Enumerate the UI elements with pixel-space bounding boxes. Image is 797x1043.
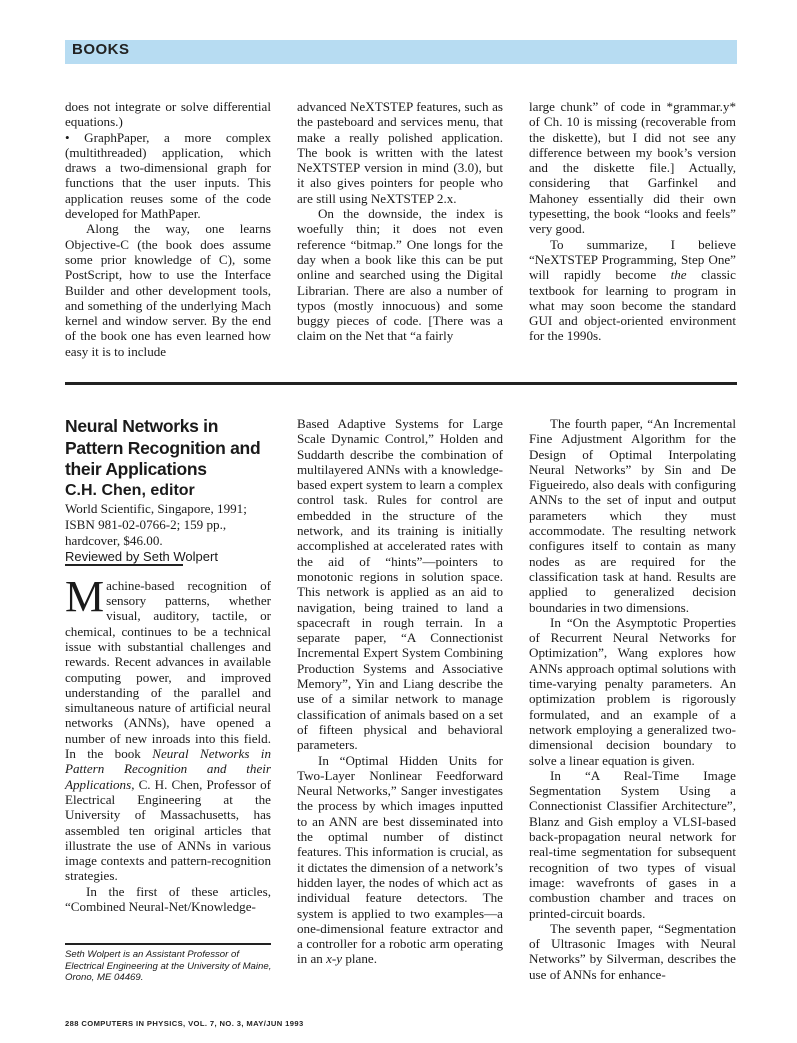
paragraph: large chunk” of code in *grammar.y* of Ch. 10 is missing (recoverable from the diskette), but I did not see any difference between my book’s version and the diskette file.] Actually, considering that Garfinkel and Mahoney essentially did their own typesetting, the book “looks and feels” very good. — [529, 99, 736, 237]
text-run: achine-based recognition of sensory patterns, whether visual, auditory, tactile, or chemical, continues to be a technical issue with substantial challenges and rewards. Recent advances in available computing power, and improved understanding of the parallel and simultaneous nature of artificial neural networks (ANNs), have opened a number of new inroads into this field. In the book — [65, 577, 271, 762]
section-divider — [65, 382, 737, 385]
section-label: BOOKS — [72, 41, 130, 58]
bio-rule — [65, 943, 271, 945]
paragraph — [297, 753, 503, 967]
review-column-2 — [297, 416, 503, 967]
book-title-emphasis: Neural Networks in Pattern Recognition and their Applications, — [65, 746, 271, 792]
paragraph: Based Adaptive Systems for Large Scale Dynamic Control,” Holden and Suddarth describe the combination of multilayered ANNs with a knowledge-based expert system to learn a complex control task. Rules for control are embedded in the structure of the network, and its training is initially accomplished at accelerated rates with the aid of “hints”—pointers to monotonic regions in solution space. This network is applied as an aid to navigation, being trained to land a spacecraft in rough terrain. In a separate paper, “A Connectionist Incremental Expert System Combining Production Systems and Associative Memory”, Yin and Liang describe the use of a similar network to manage classification of animals based on a set of fifteen physical and behavioral parameters. — [297, 416, 503, 753]
author-bio: Seth Wolpert is an Assistant Professor of Electrical Engineering at the University of Maine, Orono, ME 04469. — [65, 949, 272, 984]
text-run: classic textbook for learning to program in what may soon become the standard GUI and object-oriented environment for the 1990s. — [529, 267, 736, 344]
drop-cap: M — [65, 571, 105, 621]
paragraph — [65, 571, 271, 884]
byline-rule — [65, 564, 183, 566]
paragraph: In “On the Asymptotic Properties of Recurrent Neural Networks for Optimization”, Wang explores how ANNs approach optimal solutions with time-varying penalty parameters. An optimization problem is rigorously formulated, and an example of a network employing a generalized two-dimensional decision boundary to solve a linear equation is given. — [529, 614, 736, 768]
reviewer-byline: Reviewed by Seth Wolpert — [65, 548, 218, 564]
section-header-band — [65, 40, 737, 64]
prev-review-column-3 — [529, 99, 736, 344]
paragraph: does not integrate or solve differential equations.) — [65, 99, 271, 130]
paragraph: On the downside, the index is woefully thin; it does not even reference “bitmap.” One longs for the day when a book like this can be put online and searched using the Digital Librarian. There are also a number of typos (mostly innocuous) and some buggy pieces of code. [There was a claim on the Net that “a fairly — [297, 206, 503, 344]
emphasis: x-y — [326, 951, 343, 967]
text-run: C. H. Chen, Professor of Electrical Engineering at the University of Massachusetts, has assembled ten original articles that illustrate the use of ANNs in various image contexts and pattern-recognition strategies. — [65, 776, 271, 884]
prev-review-column-2 — [297, 99, 503, 344]
pub-line: hardcover, $46.00. — [65, 532, 163, 548]
paragraph: The fourth paper, “An Incremental Fine Adjustment Algorithm for the Design of Optimal Interpolating Neural Networks” by Sin and De Figueiredo, also deals with configuring ANNs to the set of input and output parameters which they must accommodate. The resulting network configures itself to contain as many nodes as are required for the classification task at hand. Results are applied to generalized decision boundaries in two dimensions. — [529, 416, 736, 615]
text-run: In “Optimal Hidden Units for Two-Layer Nonlinear Feedforward Neural Networks,” Sanger investigates the process by which images inputted to an ANN are best disseminated into the optimal number of distinct features. This information is crucial, as it dictates the dimension of a network’s hidden layer, the nodes of which act as individual feature detectors. The system is applied to two examples—a one-dimensional feature extractor and a controller for a robotic arm operating in an — [297, 752, 503, 967]
paragraph: In “A Real-Time Image Segmentation System Using a Connectionist Classifier Architecture”, Blanz and Gish employ a VLSI-based back-propagation neural network for real-time segmentation for subsequent recognition of two types of visual image: wavefronts of gases in a combustion chamber and traces on printed-circuit boards. — [529, 767, 736, 921]
pub-line: World Scientific, Singapore, 1991; — [65, 500, 247, 516]
review-column-1 — [65, 416, 271, 914]
emphasis: the — [670, 267, 687, 283]
review-column-3 — [529, 416, 736, 982]
prev-review-column-1 — [65, 99, 271, 359]
page-footer: 288 COMPUTERS IN PHYSICS, VOL. 7, NO. 3, MAY/JUN 1993 — [65, 1019, 304, 1028]
review-editor: C.H. Chen, editor — [65, 481, 195, 499]
paragraph — [529, 237, 736, 344]
paragraph: • GraphPaper, a more complex (multithreaded) application, which draws a two-dimensional graph for functions that the user inputs. This application reuses some of the code developed for MathPaper. — [65, 129, 271, 222]
paragraph: advanced NeXTSTEP features, such as the pasteboard and services menu, that make a really polished application. The book is written with the latest NeXTSTEP version in mind (3.0), but it also gives pointers for people who are still using NeXTSTEP 2.x. — [297, 99, 503, 206]
paragraph: Along the way, one learns Objective-C (the book does assume some prior knowledge of C), some PostScript, how to use the Interface Builder and other development tools, and something of the underlying Mach kernel and window server. By the end of the book one has even learned how easy it is to include — [65, 221, 271, 359]
publication-info — [65, 501, 271, 549]
review-title: Neural Networks in Pattern Recognition and their Applications — [65, 416, 261, 479]
text-run: To summarize, I believe “NeXTSTEP Programming, Step One” will rapidly become — [529, 236, 736, 283]
paragraph: The seventh paper, “Segmentation of Ultrasonic Images with Neural Networks” by Silverman, describes the use of ANNs for enhance- — [529, 920, 736, 982]
text-run: plane. — [342, 951, 377, 967]
pub-line: ISBN 981-02-0766-2; 159 pp., — [65, 516, 227, 532]
paragraph: In the first of these articles, “Combined Neural-Net/Knowledge- — [65, 883, 271, 915]
